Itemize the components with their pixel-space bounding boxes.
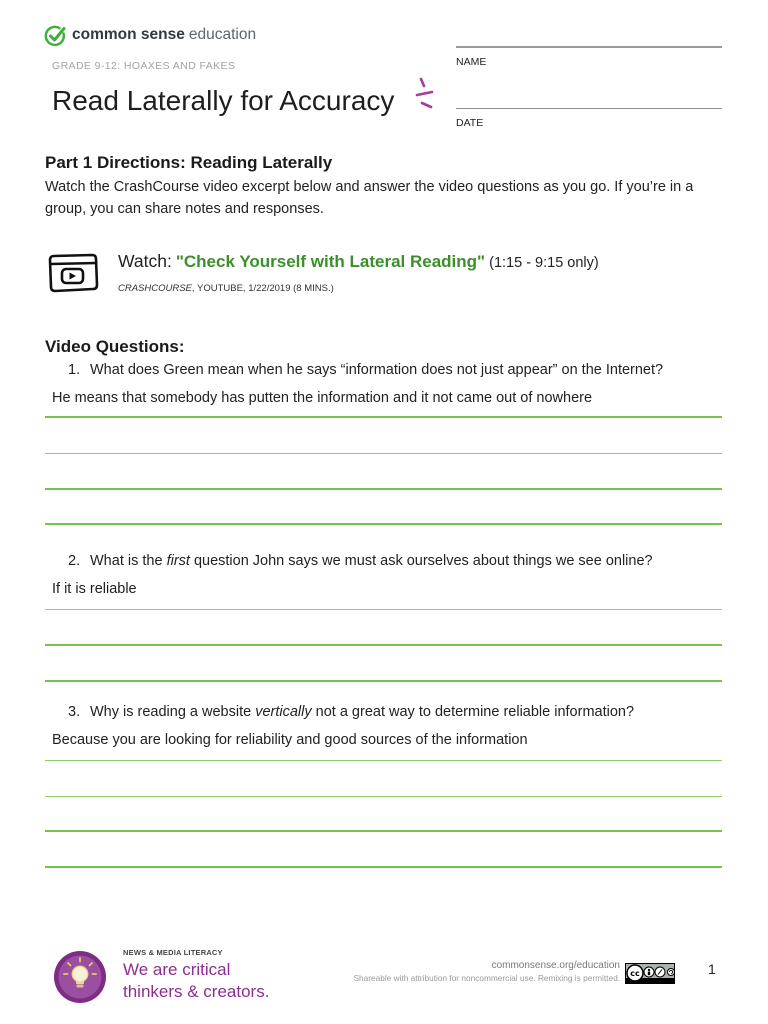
video-questions-heading: Video Questions: <box>45 337 185 356</box>
answer-line <box>45 680 722 682</box>
question-text <box>90 551 653 571</box>
answer-text[interactable]: Because you are looking for reliability and good sources of the information <box>52 732 528 748</box>
source-details: , YOUTUBE, 1/22/2019 (8 MINS.) <box>191 283 334 294</box>
name-label: NAME <box>456 56 487 68</box>
grade-label: GRADE 9-12: HOAXES AND FAKES <box>52 60 236 72</box>
answer-line <box>45 866 722 868</box>
tagline-line: thinkers & creators. <box>123 982 270 1001</box>
website-link[interactable]: commonsense.org/education <box>491 960 620 971</box>
question-text: What does Green mean when he says “information does not just appear” on the Internet? <box>90 362 664 378</box>
question-text <box>90 702 634 722</box>
page-title: Read Laterally for Accuracy <box>52 85 395 116</box>
name-field[interactable] <box>456 46 722 48</box>
question-emphasis: vertically <box>255 704 312 720</box>
answer-text[interactable]: If it is reliable <box>52 581 137 597</box>
answer-line <box>45 609 722 610</box>
answer-line <box>45 416 722 418</box>
answer-line <box>45 760 722 761</box>
license-text: Shareable with attribution for noncommercial use. Remixing is permitted. <box>353 973 620 983</box>
brand-product: education <box>188 26 257 43</box>
page-number: 1 <box>708 961 716 977</box>
question-number: 3. <box>68 704 81 720</box>
lightbulb-badge-icon <box>53 950 107 1004</box>
question-text-part: question John says we must ask ourselves about things we see online? <box>189 553 653 569</box>
answer-line <box>45 796 722 797</box>
question-text-part: What is the <box>90 553 167 569</box>
program-label: NEWS & MEDIA LITERACY <box>123 948 223 957</box>
question-text-part: not a great way to determine reliable information? <box>311 704 635 720</box>
cc-by-nc-sa-icon <box>625 963 675 984</box>
answer-line <box>45 644 722 646</box>
question-text-part: Why is reading a website <box>90 704 256 720</box>
tagline-line: We are critical <box>123 960 231 979</box>
directions-line: Watch the CrashCourse video excerpt below and answer the video questions as you go. If you’re in a <box>45 179 694 195</box>
answer-line <box>45 453 722 454</box>
directions-line: group, you can share notes and responses. <box>45 201 324 217</box>
question-number: 1. <box>68 362 81 378</box>
video-timestamp: (1:15 - 9:15 only) <box>489 255 599 271</box>
question-emphasis: first <box>166 553 190 569</box>
answer-line <box>45 523 722 525</box>
video-link[interactable]: "Check Yourself with Lateral Reading" <box>175 252 486 271</box>
watch-label: Watch: <box>118 251 172 271</box>
date-label: DATE <box>456 117 484 129</box>
date-field[interactable] <box>456 108 722 109</box>
answer-line <box>45 830 722 832</box>
video-player-icon <box>46 252 100 294</box>
watch-line <box>118 249 599 275</box>
part1-heading: Part 1 Directions: Reading Laterally <box>45 153 333 172</box>
check-circle-icon <box>44 24 68 48</box>
video-source <box>118 283 334 295</box>
brand-name: common sense <box>72 26 185 43</box>
brand-logo <box>72 26 256 44</box>
question-number: 2. <box>68 553 81 569</box>
answer-text[interactable]: He means that somebody has putten the information and it not came out of nowhere <box>52 390 593 406</box>
source-channel: CRASHCOURSE <box>118 283 192 294</box>
answer-line <box>45 488 722 490</box>
cc-badge-text: cc <box>630 969 640 978</box>
sparkle-marks-icon <box>414 76 436 110</box>
